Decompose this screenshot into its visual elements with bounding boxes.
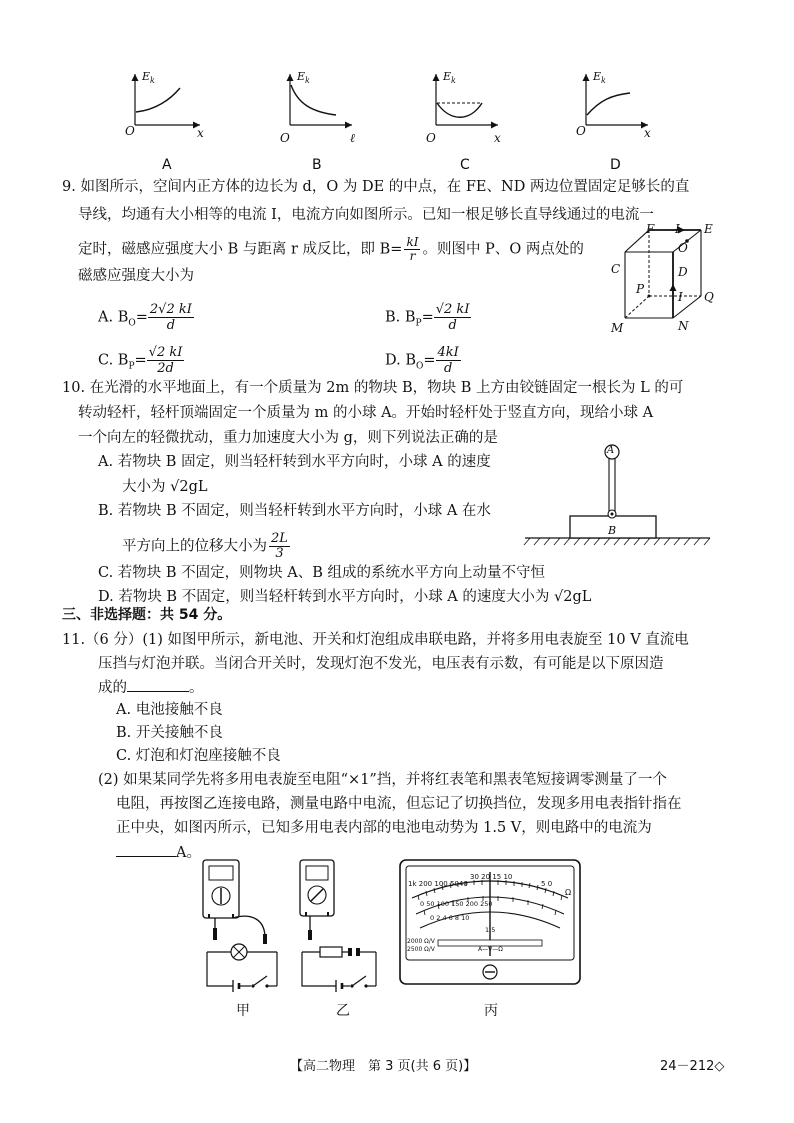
graph-c-axis-y: $E_k$ [443,70,456,86]
fig-label-jia: 甲 [236,1003,250,1019]
graph-label-d: D [610,157,621,173]
meter-ohm-scale-right: 5 0 [541,880,553,888]
meter-ohm-scale-mid: 30 20 15 10 [470,873,513,881]
q10-option-a-line1: A. 若物块 B 固定，则当轻杆转到水平方向时，小球 A 的速度 [98,454,491,470]
ek-graphs [0,60,794,180]
cube-label-q: Q [704,290,714,304]
meter-bottom-label: A—V—Ω [478,946,503,953]
cube-label-e: E [704,222,713,236]
graph-c-axis-x: x [494,131,501,145]
graph-b-axis-x: ℓ [350,131,355,145]
q11-line3: 成的 。 [98,677,204,698]
meter-mid-scale: 0 2 4 6 8 10 [430,914,470,922]
q11-line2: 压挡与灯泡并联。当闭合开关时，发现灯泡不发光，电压表有示数，有可能是以下原因造 [98,656,664,672]
meter-ohm-scale: 1k 200 100 5040 [408,880,468,888]
cube-label-d: D [678,265,688,279]
graph-a-axis-y: $E_k$ [142,70,155,86]
footer-page-info: 【高二物理 第 3 页(共 6 页)】 [290,1059,477,1074]
cube-label-c: C [611,262,621,276]
cube-label-p: P [636,282,645,296]
graph-b-axis-y: $E_k$ [297,70,310,86]
q11-option-c: C. 灯泡和灯泡座接触不良 [116,748,281,764]
fig-label-yi: 乙 [336,1003,350,1019]
cube-label-m: M [611,321,624,335]
circuit-yi [296,858,396,1000]
q11-option-a: A. 电池接触不良 [116,702,223,718]
cube-label-i-top: I [675,222,680,236]
block-rod-diagram [520,440,715,550]
meter-ac-scale: 1.5 [485,926,496,934]
q10-line2: 转动轻杆，轻杆顶端固定一个质量为 m 的小球 A。开始时轻杆处于竖直方向，现给小球 A [78,405,654,421]
graph-d-axis-y: $E_k$ [593,70,606,86]
q10-option-d: D. 若物块 B 不固定，则当轻杆转到水平方向时，小球 A 的速度大小为 √2gL [98,589,592,605]
cube-label-o: O [678,241,688,255]
graph-a-origin: O [125,124,135,138]
q11-option-b: B. 开关接触不良 [116,725,223,741]
graph-c-origin: O [426,131,436,145]
q10-option-b-line1: B. 若物块 B 不固定，则当轻杆转到水平方向时，小球 A 在水 [98,503,491,519]
graph-d-axis-x: x [644,126,651,140]
section-title: 三、非选择题：共 54 分。 [62,607,232,623]
graph-label-b: B [312,157,322,173]
graph-a-axis-x: x [197,126,204,140]
q9-line3: 定时，磁感应强度大小 B 与距离 r 成反比，即 B= $\frac{kI}{r}$ 。则图中 P、O 两点处的 [78,235,584,263]
meter-left-label-2: 2500 Ω/V [407,946,435,953]
q9-option-b: B. $B_P=$ $\frac{√2 kI}{d}$ [385,302,470,333]
q10-option-c: C. 若物块 B 不固定，则物块 A、B 组成的系统水平方向上动量不守恒 [98,565,546,581]
q11-answer-blank-2[interactable] [116,842,176,857]
q11-part2-line4: A。 [116,842,201,863]
meter-dc-scale: 0 50 100 150 200 250 [420,900,493,908]
q9-line2: 导线，均通有大小相等的电流 I，电流方向如图所示。已知一根足够长直导线通过的电流一 [78,207,654,223]
fig-label-bing: 丙 [484,1003,498,1019]
q9-option-a: A. $B_O=$ $\frac{2√2 kI}{d}$ [98,302,192,333]
meter-omega: Ω [565,888,572,897]
q9-line4: 磁感应强度大小为 [78,268,194,284]
q11-answer-blank-1[interactable] [127,677,189,692]
q11-part2-line1: (2) 如果某同学先将多用电表旋至电阻“×1”挡，并将红表笔和黑表笔短接调零测量了一个 [98,772,667,788]
cube-label-f: F [646,222,655,236]
block-label-b: B [608,524,617,537]
q9-option-d: D. $B_O=$ $\frac{4kI}{d}$ [385,345,459,376]
q10-option-b-line2: 平方向上的位移大小为 $\frac{2L}{3}$ [122,531,288,561]
circuit-jia [195,858,295,1000]
q9-line1: 9. 如图所示，空间内正方体的边长为 d，O 为 DE 的中点，在 FE、ND 两边位置固定足够长的直 [62,179,690,195]
q11-line1: 11.（6 分）(1) 如图甲所示，新电池、开关和灯泡组成串联电路，并将多用电表旋至 10 V 直流电 [62,632,689,648]
q9-option-c: C. $B_P=$ $\frac{√2 kI}{2d}$ [98,345,183,376]
graph-label-c: C [460,157,470,173]
ball-label-a: A [607,445,615,456]
footer-code: 24－212◇ [660,1059,725,1074]
meter-left-label-1: 2000 Ω/V [407,938,435,945]
q11-part2-line3: 正中央，如图丙所示，已知多用电表内部的电池电动势为 1.5 V，则电路中的电流为 [116,820,652,836]
cube-label-i-side: I [678,290,683,304]
q10-option-a-line2: 大小为 √2gL [122,479,208,495]
cube-label-n: N [678,319,689,333]
q10-line3: 一个向左的轻微扰动，重力加速度大小为 g，则下列说法正确的是 [78,430,498,446]
graph-d-origin: O [576,124,586,138]
q10-line1: 10. 在光滑的水平地面上，有一个质量为 2m 的物块 B，物块 B 上方由铰链固定一根长为 L 的可 [62,380,684,396]
q11-part2-line2: 电阻，再按图乙连接电路，测量电路中电流，但忘记了切换挡位，发现多用电表指针指在 [116,796,682,812]
graph-b-origin: O [280,131,290,145]
graph-label-a: A [162,157,172,173]
